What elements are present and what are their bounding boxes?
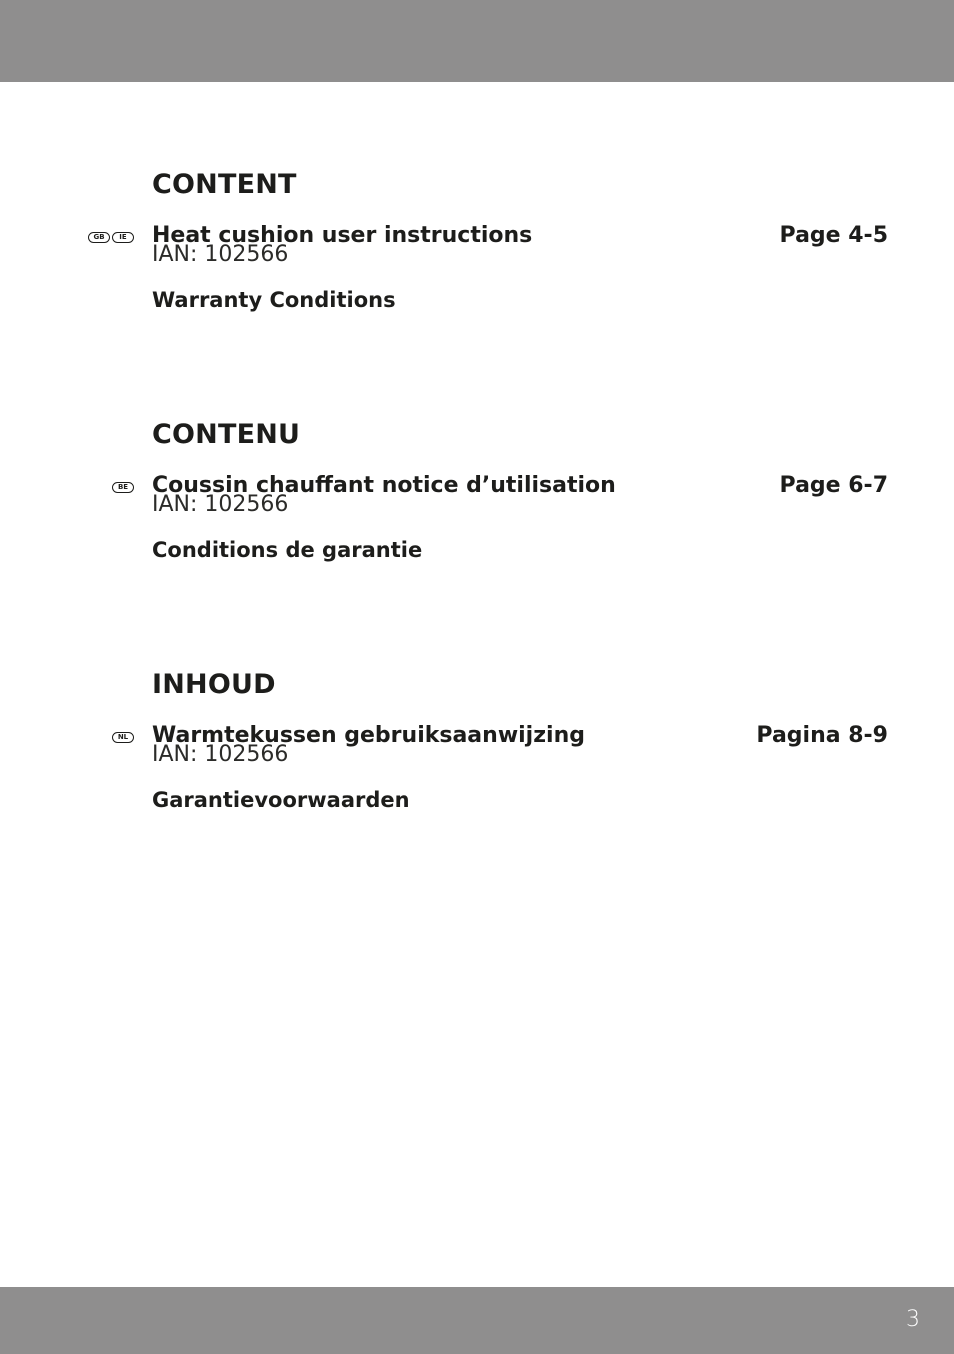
footer-bar xyxy=(0,1287,954,1354)
language-flags xyxy=(112,732,134,744)
ian-number: IAN: 102566 xyxy=(152,742,289,767)
warranty-entry[interactable]: Conditions de garantie xyxy=(152,538,423,562)
entry-page-ref: Page 6-7 xyxy=(779,473,888,498)
entry-title: Warmtekussen gebruiksaanwijzing xyxy=(152,723,585,748)
section-heading: CONTENT xyxy=(152,169,297,200)
country-code-badge: NL xyxy=(112,732,134,743)
section-content-en xyxy=(93,169,888,313)
ian-number: IAN: 102566 xyxy=(152,492,289,517)
toc-entry[interactable] xyxy=(117,722,888,750)
country-code-badge: IE xyxy=(112,232,134,243)
country-code-badge: BE xyxy=(112,482,134,493)
section-content-nl xyxy=(117,669,888,813)
section-heading: CONTENU xyxy=(152,419,301,450)
warranty-entry[interactable]: Warranty Conditions xyxy=(152,288,396,312)
section-content-fr xyxy=(117,419,888,563)
page-number: 3 xyxy=(906,1307,920,1332)
entry-page-ref: Page 4-5 xyxy=(779,223,888,248)
entry-title: Heat cushion user instructions xyxy=(152,223,533,248)
entry-title: Coussin chauffant notice d’utilisation xyxy=(152,473,616,498)
language-flags xyxy=(88,232,134,244)
ian-number: IAN: 102566 xyxy=(152,242,289,267)
warranty-entry[interactable]: Garantievoorwaarden xyxy=(152,788,410,812)
entry-page-ref: Pagina 8-9 xyxy=(756,723,888,748)
toc-entry[interactable] xyxy=(93,222,888,250)
language-flags xyxy=(112,482,134,494)
toc-entry[interactable] xyxy=(117,472,888,500)
section-heading: INHOUD xyxy=(152,669,276,700)
country-code-badge: GB xyxy=(88,232,110,243)
header-bar xyxy=(0,0,954,82)
